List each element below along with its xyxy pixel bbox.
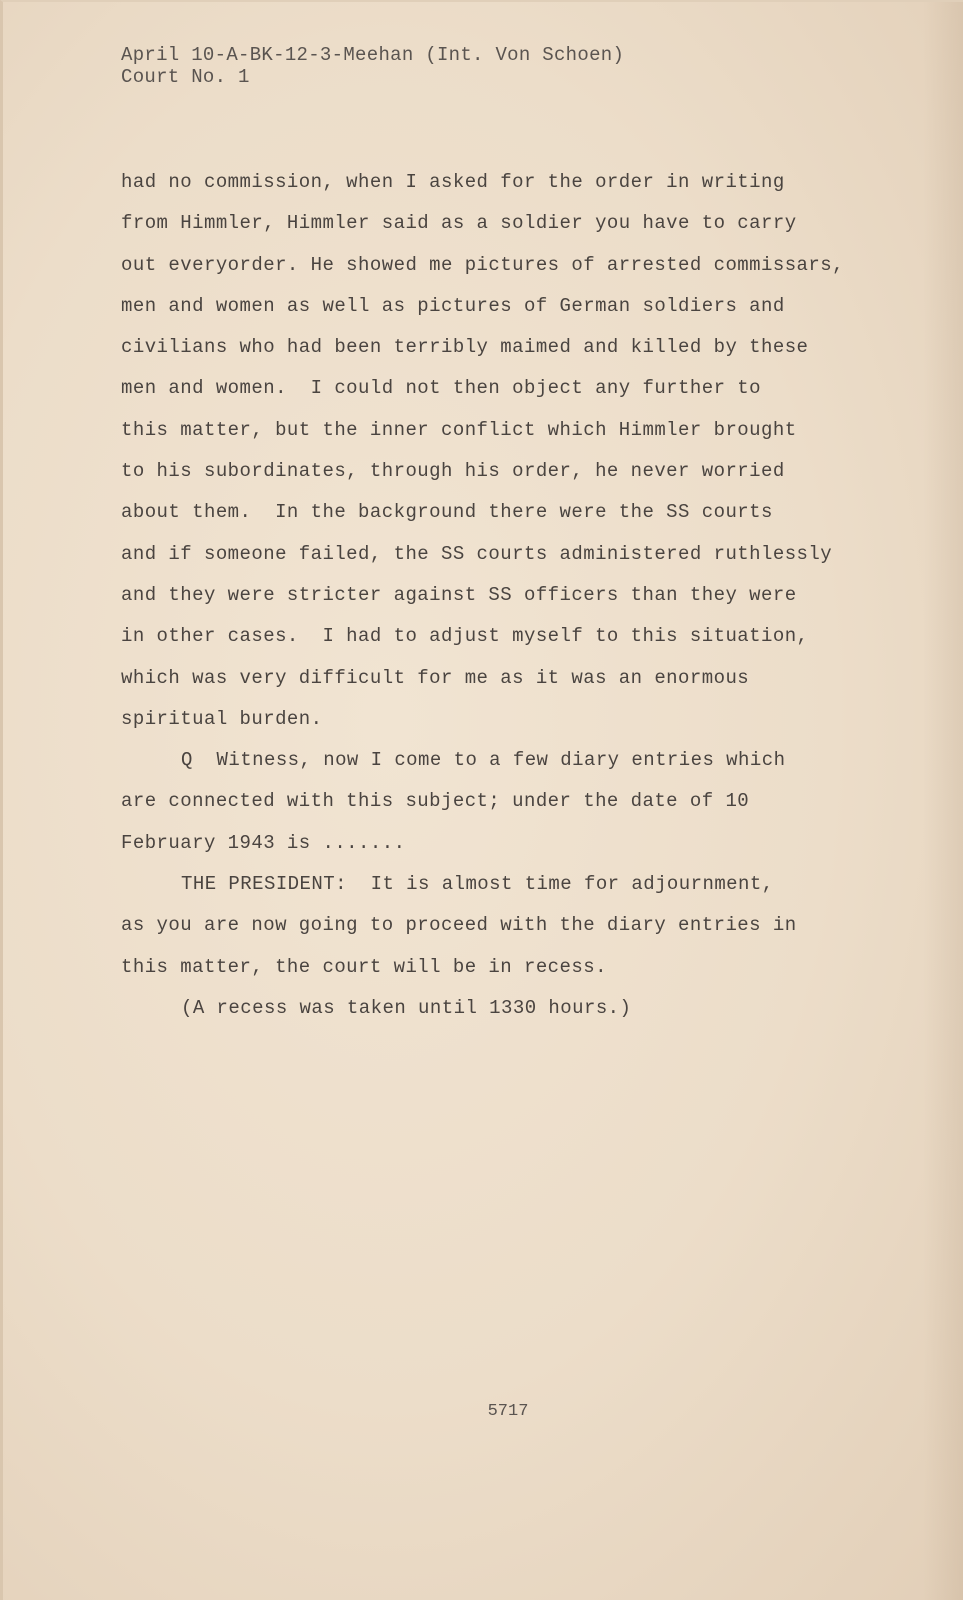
transcript-line: spiritual burden. — [121, 707, 323, 730]
transcript-line: as you are now going to proceed with the diary entries in — [121, 914, 797, 937]
transcript-line: are connected with this subject; under the date of 10 — [121, 790, 750, 813]
transcript-line: in other cases. I had to adjust myself to this situation, — [121, 625, 809, 648]
transcript-line: to his subordinates, through his order, he never worried — [121, 460, 785, 483]
header-line-date-case: April 10-A-BK-12-3-Meehan (Int. Von Schoen) — [121, 44, 625, 66]
question-line: Q Witness, now I come to a few diary entries which — [181, 749, 786, 772]
document-header — [121, 44, 624, 88]
transcript-line: this matter, the court will be in recess. — [121, 955, 607, 978]
transcript-line: which was very difficult for me as it was an enormous — [121, 666, 750, 689]
transcript-line: had no commission, when I asked for the order in writing — [121, 171, 785, 193]
transcript-line: out everyorder. He showed me pictures of arrested commissars, — [121, 253, 844, 276]
transcript-line: this matter, but the inner conflict which Himmler brought — [121, 418, 797, 441]
transcript-line: about them. In the background there were the SS courts — [121, 501, 773, 524]
president-speaker-line: THE PRESIDENT: It is almost time for adjournment, — [181, 873, 774, 896]
transcript-line: men and women as well as pictures of German soldiers and — [121, 294, 785, 317]
recess-note: (A recess was taken until 1330 hours.) — [181, 996, 632, 1019]
page-edge-shade — [923, 2, 963, 1600]
transcript-line: and if someone failed, the SS courts administered ruthlessly — [121, 542, 833, 565]
transcript-line: from Himmler, Himmler said as a soldier you have to carry — [121, 212, 797, 235]
page-number: 5717 — [487, 1402, 529, 1421]
transcript-line: civilians who had been terribly maimed and killed by these — [121, 336, 809, 359]
transcript-line: and they were stricter against SS officers than they were — [121, 583, 797, 606]
header-line-court: Court No. 1 — [121, 66, 250, 88]
transcript-body — [121, 162, 921, 1029]
transcript-line: men and women. I could not then object any further to — [121, 377, 761, 400]
transcript-line: February 1943 is ....... — [121, 831, 406, 854]
